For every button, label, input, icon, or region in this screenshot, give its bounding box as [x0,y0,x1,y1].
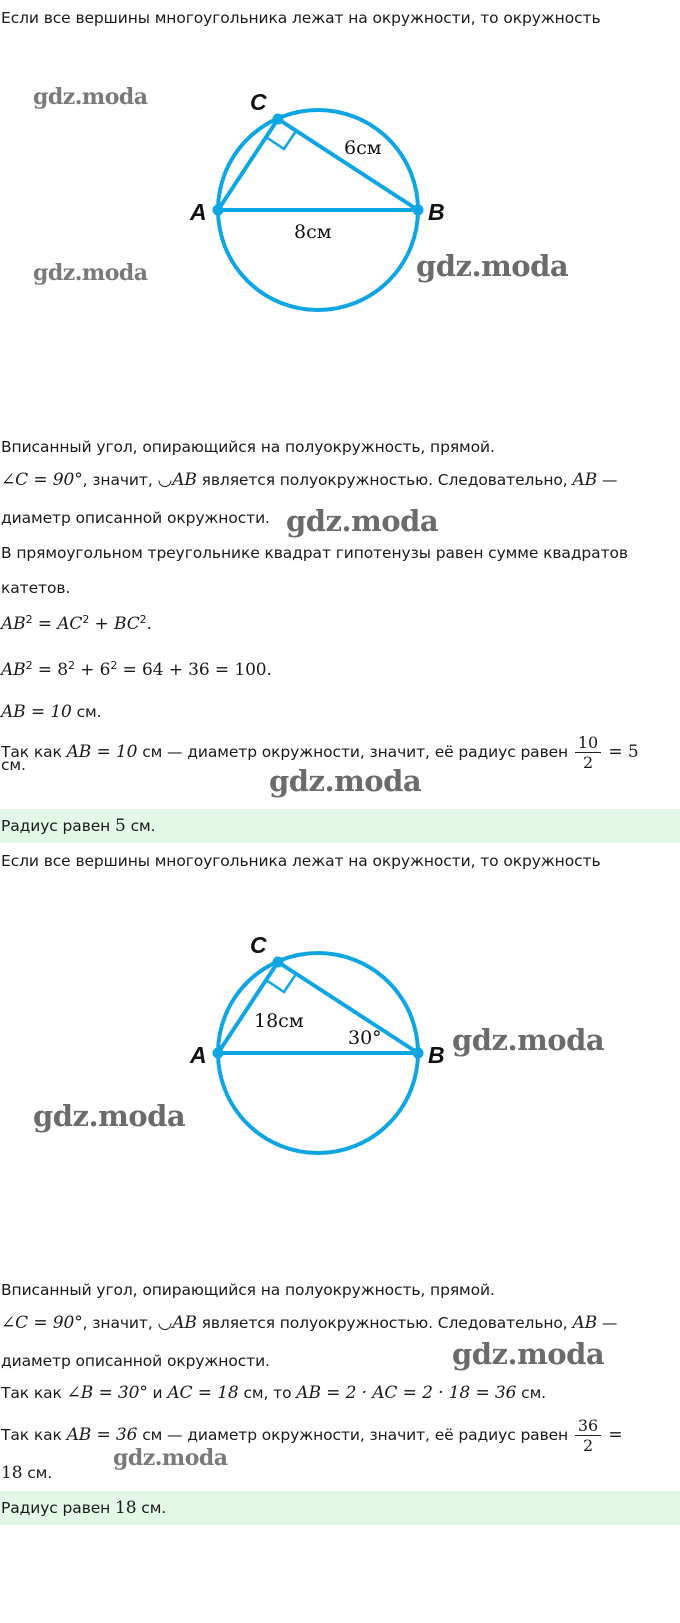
math: AB = 10 [66,742,138,762]
watermark: gdz.moda [452,1023,605,1057]
point-C [273,957,284,968]
text: Радиус равен [1,1499,116,1517]
formula-3 [1,702,101,722]
math: BC [114,614,140,635]
text-line [1,1463,52,1483]
text-line: диаметр описанной окружности. [1,1352,270,1370]
math: = 5 [603,742,639,762]
numerator: 36 [575,1416,601,1436]
text: Так как [1,1426,67,1444]
text: является полуокружностью. Следовательно, [196,471,573,489]
watermark: gdz.moda [33,1099,186,1133]
text: см — диаметр окружности, значит, её радиус равен [137,1426,573,1444]
text-line: катетов. [1,579,71,597]
exponent: 2 [67,659,75,672]
text: — [597,1314,618,1332]
point-C [273,114,284,125]
text: — [597,471,618,489]
label-B: B [428,199,445,225]
math: ∠C = 90° [1,470,83,490]
solution-1 [0,0,680,798]
intro-text: Если все вершины многоугольника лежат на окружности, то окружность [1,852,601,870]
point-A [213,205,224,216]
text: см. [136,1499,167,1517]
math: 5 [115,816,126,836]
answer-text [1,816,155,836]
label-C: C [250,932,267,958]
math: AB [1,614,26,635]
numerator: 10 [575,733,601,753]
math: = [603,1425,623,1445]
length-AC: 18см [254,1010,304,1032]
math: = [32,614,58,635]
exponent: 2 [110,659,118,672]
text: , значит, [82,1314,158,1332]
text-line: Вписанный угол, опирающийся на полуокружность, прямой. [1,438,495,456]
text-line [1,1413,623,1457]
math: ∠B = 30° [66,1383,148,1403]
math: + [89,614,115,635]
circle-figure-2 [0,903,680,1233]
denominator: 2 [582,753,594,772]
answer-box-1 [0,809,680,843]
text-line: см. [1,756,26,774]
math: AB = 10 [1,702,72,722]
math: AC [57,614,83,635]
angle-B-value: 30° [348,1027,382,1049]
math: 18 [1,1463,23,1483]
exponent: 2 [25,659,33,672]
watermark: gdz.moda [33,260,148,286]
text: является полуокружностью. Следовательно, [196,1314,573,1332]
text-line: В прямоугольном треугольнике квадрат гипотенузы равен сумме квадратов [1,544,628,562]
text: см. [516,1384,546,1402]
answer-box-2 [0,1491,680,1525]
math: AB [572,470,598,490]
answer-text [1,1498,166,1518]
denominator: 2 [582,1436,594,1455]
math: . [146,614,152,635]
math: AC = 18 [167,1383,239,1403]
label-A: A [190,1042,207,1068]
length-BC: 6см [344,137,382,159]
intro-text: Если все вершины многоугольника лежат на окружности, то окружность [1,9,601,27]
math: ◡AB [157,470,197,490]
text: , значит, [82,471,158,489]
math: AB [1,660,26,681]
point-A [213,1048,224,1059]
math: 18 [115,1498,137,1518]
watermark: gdz.moda [286,504,439,538]
math: AB = 36 [66,1425,138,1445]
fraction [575,1416,601,1455]
math: AB [572,1313,598,1333]
text: см. [125,817,156,835]
math: ∠C = 90° [1,1313,83,1333]
text: см. [22,1464,53,1482]
watermark: gdz.moda [416,249,569,283]
fraction [575,733,601,772]
exponent: 2 [82,613,90,626]
math: = 8 [32,660,68,681]
exponent: 2 [25,613,33,626]
label-C: C [250,89,267,115]
text-line: диаметр описанной окружности. [1,509,270,527]
text-line [1,1313,617,1333]
watermark: gdz.moda [452,1337,605,1371]
formula-1 [1,610,152,634]
math: + 6 [74,660,111,681]
exponent: 2 [139,613,147,626]
point-B [413,1048,424,1059]
math: AB = 2 · AC = 2 · 18 = 36 [296,1383,517,1403]
math: = 64 + 36 = 100. [117,660,272,681]
text-line [1,470,617,490]
text: Радиус равен [1,817,116,835]
formula-2 [1,656,272,680]
text: см — диаметр окружности, значит, её радиус равен [137,743,573,761]
point-B [413,205,424,216]
math: ◡AB [157,1313,197,1333]
side-CB [278,119,418,210]
text: см, то [238,1384,297,1402]
text: см. [71,703,102,721]
watermark: gdz.moda [113,1445,228,1471]
text: Так как [1,743,67,761]
watermark: gdz.moda [269,764,422,798]
text: Так как [1,1384,67,1402]
watermark: gdz.moda [33,84,148,110]
length-AB: 8см [294,221,332,243]
label-A: A [190,199,207,225]
text-line: Вписанный угол, опирающийся на полуокружность, прямой. [1,1281,495,1299]
text: и [147,1384,168,1402]
text-line [1,1383,546,1403]
label-B: B [428,1042,445,1068]
